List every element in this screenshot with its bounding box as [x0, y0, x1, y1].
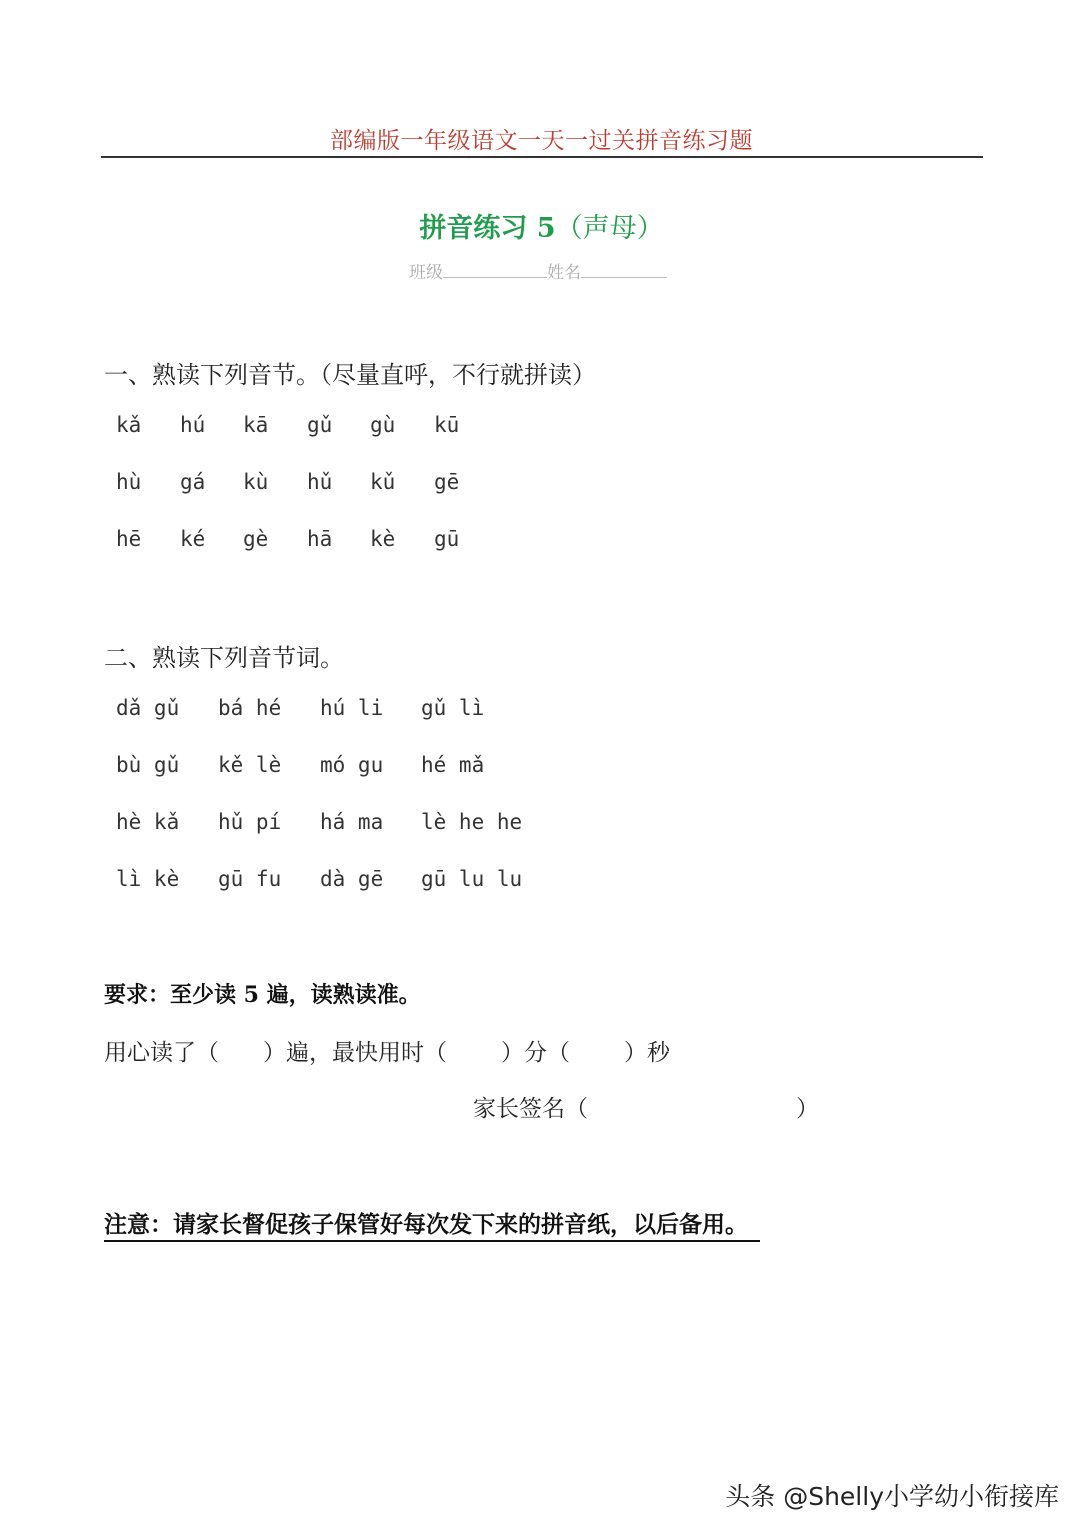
class-blank: [443, 259, 547, 278]
syllable: gē: [434, 470, 460, 494]
pinyin-word: lè he he: [421, 810, 523, 834]
name-label: 姓名: [547, 263, 581, 283]
parent-signature-label: 家长签名（: [473, 1096, 588, 1122]
section1-heading: 一、熟读下列音节。（尽量直呼，不行就拼读）: [104, 361, 596, 389]
pinyin-word: kě lè: [218, 753, 282, 777]
watermark: 头条 @Shelly小学幼小衔接库: [725, 1482, 1059, 1511]
pinyin-word: dǎ gǔ: [116, 696, 180, 720]
syllable: gǔ: [307, 413, 333, 437]
header-divider: [101, 156, 983, 158]
syllable: kù: [243, 470, 269, 494]
syllable: hù: [116, 470, 142, 494]
pinyin-word: dà gē: [320, 867, 384, 891]
syllable: gū: [434, 527, 460, 551]
section2-heading: 二、熟读下列音节词。: [104, 644, 344, 672]
pinyin-word: gū lu lu: [421, 867, 523, 891]
syllable: hǔ: [307, 470, 333, 494]
syllable: kǎ: [116, 413, 142, 437]
class-label: 班级: [409, 263, 443, 283]
syllable: hā: [307, 527, 333, 551]
syllable: hú: [180, 413, 206, 437]
page-title-sub: （声母）: [555, 213, 664, 244]
syllable: gè: [243, 527, 269, 551]
seconds-label: ）秒: [624, 1040, 670, 1066]
syllable: kā: [243, 413, 269, 437]
minutes-label: ）分（: [501, 1040, 570, 1066]
syllable: ké: [180, 527, 206, 551]
page-title: [0, 206, 1083, 245]
pinyin-word: gū fu: [218, 867, 282, 891]
syllable: gù: [370, 413, 396, 437]
name-blank: [581, 259, 667, 278]
student-info-line: [409, 258, 667, 283]
pinyin-word: bù gǔ: [116, 753, 180, 777]
pinyin-word: lì kè: [116, 867, 180, 891]
pinyin-word: há ma: [320, 810, 384, 834]
worksheet-series-title: 部编版一年级语文一天一过关拼音练习题: [330, 128, 753, 154]
reading-record-line: [104, 1034, 670, 1067]
syllable: kū: [434, 413, 460, 437]
page-title-main: 拼音练习 5: [419, 213, 556, 244]
parent-signature-close: ）: [796, 1096, 819, 1122]
pinyin-word: gǔ lì: [421, 696, 485, 720]
syllable: kè: [370, 527, 396, 551]
times-read-label: 用心读了（: [104, 1040, 219, 1066]
syllable: hē: [116, 527, 142, 551]
requirement-text: 要求：至少读 5 遍，读熟读准。: [104, 982, 421, 1008]
syllable: kǔ: [370, 470, 396, 494]
syllable: gá: [180, 470, 206, 494]
pinyin-word: bá hé: [218, 696, 282, 720]
pinyin-word: hǔ pí: [218, 810, 282, 834]
pinyin-word: hè kǎ: [116, 810, 180, 834]
parent-note: 注意：请家长督促孩子保管好每次发下来的拼音纸，以后备用。: [104, 1206, 760, 1242]
pinyin-word: hé mǎ: [421, 753, 485, 777]
fastest-time-label: ）遍，最快用时（: [263, 1040, 447, 1066]
pinyin-word: mó gu: [320, 753, 384, 777]
parent-signature-line: [473, 1090, 819, 1123]
pinyin-word: hú li: [320, 696, 384, 720]
